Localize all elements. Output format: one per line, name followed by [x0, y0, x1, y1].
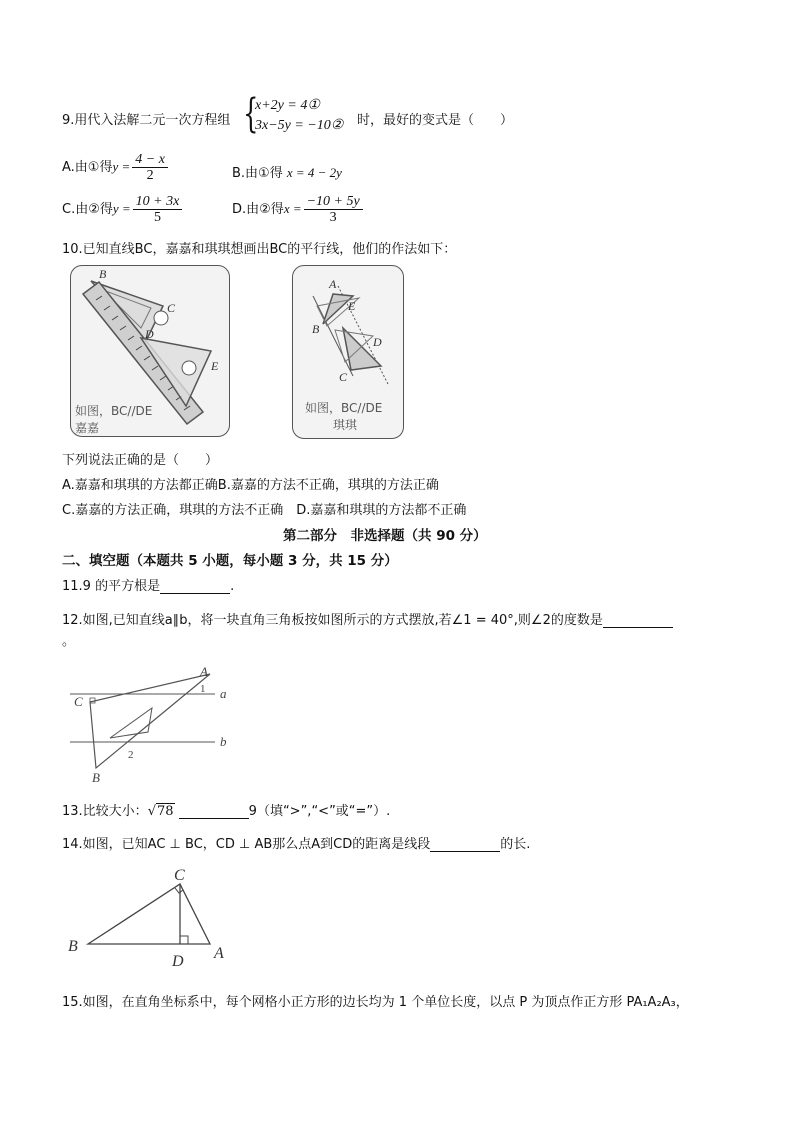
q9-option-d-prefix: D.由②得: [232, 202, 284, 217]
q9-option-c-prefix: C.由②得: [62, 202, 113, 217]
q12-text: 12.如图,已知直线a∥b，将一块直角三角板按如图所示的方式摆放,若∠1 = 40°,则∠2的度数是: [62, 613, 603, 628]
q9-option-a-prefix: A.由①得: [62, 160, 113, 175]
q10-figure-jiajia: [70, 265, 230, 437]
part2-title: 第二部分 非选择题（共 90 分）: [283, 528, 487, 544]
section-fill-in: 二、填空题（本题共 5 小题，每小题 3 分，共 15 分）: [62, 553, 398, 569]
q10-fig1-label-e: E: [211, 359, 219, 373]
q10-fig1-label-d: D: [145, 327, 154, 341]
q9-option-c-den: 5: [154, 210, 161, 225]
q9-option-d-num: −10 + 5y: [304, 194, 363, 210]
q9-stem-a: 9.用代入法解二元一次方程组: [62, 113, 231, 128]
q10-fig1-caption2: 嘉嘉: [75, 421, 100, 435]
q10-fig1-caption1: 如图，BC//DE: [75, 404, 153, 418]
q10-question: 下列说法正确的是（ ）: [62, 453, 219, 468]
q14-figure: [62, 862, 252, 972]
q9-eq1: x+2y = 4①: [255, 98, 320, 113]
q9-brace: {: [243, 91, 259, 137]
q12-label-a-point: A: [200, 664, 208, 679]
q12-label-b-point: B: [92, 770, 100, 785]
q11-end: .: [230, 579, 235, 594]
q14-label-a: A: [214, 945, 224, 962]
q12-figure: [60, 658, 260, 788]
q9-system: [255, 96, 343, 136]
q10-fig1-label-c: C: [167, 301, 176, 315]
q9-option-b: [232, 162, 342, 181]
q10-fig2-label-d: D: [373, 335, 382, 349]
q11: [62, 575, 234, 594]
q9-option-c-lhs: y =: [112, 201, 131, 216]
q10-fig2-label-e: E: [348, 299, 356, 313]
q9-option-d-frac: [304, 194, 363, 225]
q11-answer-blank[interactable]: [160, 579, 230, 594]
q13: [62, 800, 390, 819]
q9-option-d: [232, 194, 365, 225]
q13-answer-blank[interactable]: [179, 804, 249, 819]
q9-option-a-num: 4 − x: [132, 152, 168, 168]
q9-option-c-frac: [133, 194, 183, 225]
q14-tail: 的长.: [500, 837, 531, 852]
q13-text: 13.比较大小：: [62, 804, 148, 819]
q9-option-d-lhs: x =: [283, 201, 302, 216]
q12-answer-blank[interactable]: [603, 613, 673, 628]
q10-fig1-label-b: B: [99, 267, 107, 281]
q10-fig2-caption2: 琪琪: [333, 418, 358, 432]
q12: [62, 609, 673, 628]
q9-stem-b: 时，最好的变式是（ ）: [357, 113, 514, 128]
sqrt-icon: √: [147, 804, 156, 819]
q10-options-ab: A.嘉嘉和琪琪的方法都正确B.嘉嘉的方法不正确，琪琪的方法正确: [62, 478, 439, 493]
q12-label-angle2: 2: [128, 749, 134, 761]
q12-label-angle1: 1: [200, 683, 206, 695]
q10-fig2-caption1: 如图，BC//DE: [305, 401, 383, 415]
q13-radicand: 78: [156, 804, 174, 819]
q14-answer-blank[interactable]: [430, 837, 500, 852]
q12-label-line-b: b: [220, 734, 227, 749]
q10-fig2-label-a: A: [329, 277, 337, 291]
q9-option-c: [62, 194, 184, 225]
q12-label-c: C: [74, 694, 83, 709]
q14-label-b: B: [68, 938, 78, 955]
q9-option-a-frac: [132, 152, 168, 183]
q14-label-d: D: [172, 953, 184, 970]
q9-option-b-prefix: B.由①得: [232, 166, 283, 181]
q10-figure-qiqi: [292, 265, 404, 439]
q14-text: 14.如图，已知AC ⊥ BC，CD ⊥ AB那么点A到CD的距离是线段: [62, 837, 431, 852]
q10-options-cd: C.嘉嘉的方法正确，琪琪的方法不正确 D.嘉嘉和琪琪的方法都不正确: [62, 503, 467, 518]
q9-option-b-expr: x = 4 − 2y: [286, 165, 342, 180]
q9-option-c-num: 10 + 3x: [133, 194, 183, 210]
q14: [62, 833, 530, 852]
q9-option-a-lhs: y =: [112, 159, 131, 174]
q9-option-d-den: 3: [329, 210, 337, 225]
q11-text: 11.9 的平方根是: [62, 579, 161, 594]
q10-fig2-label-c: C: [339, 370, 348, 384]
q9-eq2: 3x−5y = −10②: [255, 118, 344, 133]
q12-label-line-a: a: [220, 686, 227, 701]
q10-stem: 10.已知直线BC，嘉嘉和琪琪想画出BC的平行线，他们的作法如下：: [62, 242, 457, 257]
q9-option-a-den: 2: [146, 168, 154, 183]
q12-end: 。: [62, 634, 76, 649]
q15-text: 15.如图，在直角坐标系中，每个网格小正方形的边长均为 1 个单位长度，以点 P 为顶点作正方形 PA₁A₂A₃，: [62, 995, 689, 1010]
q9-option-a: [62, 152, 170, 183]
q13-tail: 9（填“>”,“<”或“=”）.: [248, 804, 391, 819]
q10-fig2-label-b: B: [312, 322, 320, 336]
q14-label-c: C: [174, 867, 185, 884]
